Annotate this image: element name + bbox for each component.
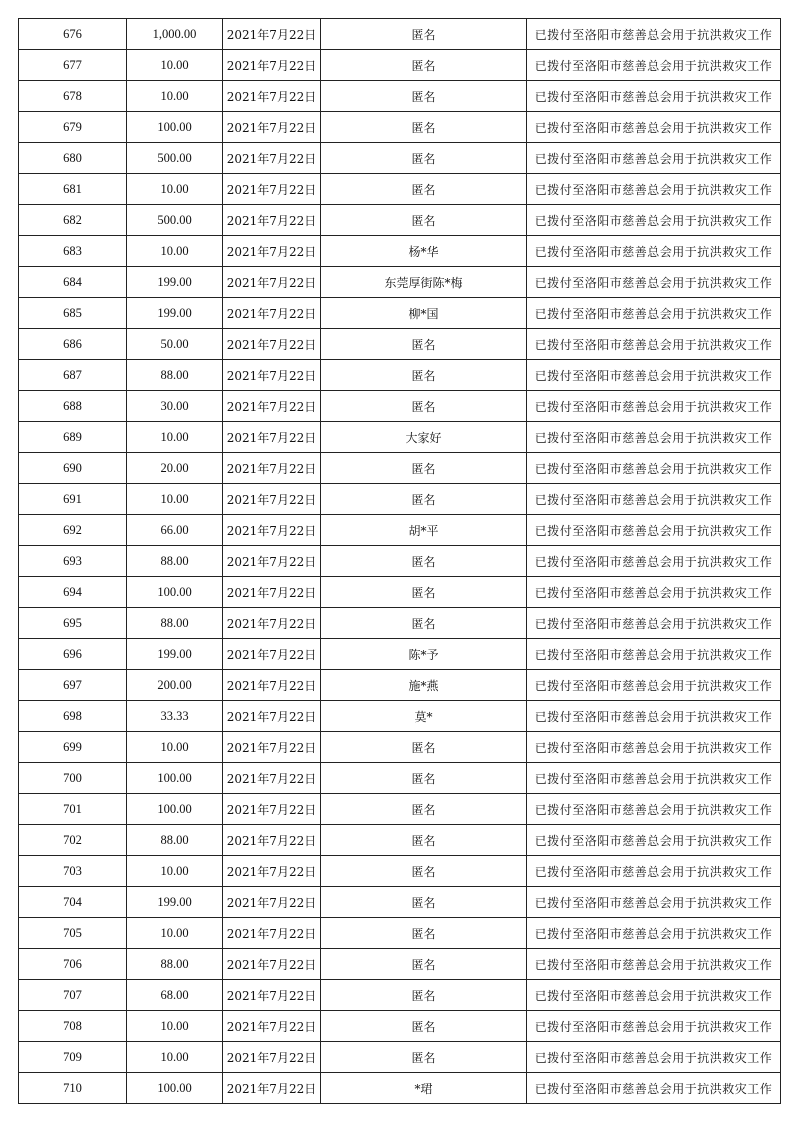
cell-donor: 匿名 — [321, 1042, 527, 1073]
cell-donor: 东莞厚街陈*梅 — [321, 267, 527, 298]
cell-date: 2021年7月22日 — [223, 732, 321, 763]
cell-date: 2021年7月22日 — [223, 825, 321, 856]
cell-date: 2021年7月22日 — [223, 1011, 321, 1042]
cell-date: 2021年7月22日 — [223, 19, 321, 50]
table-row — [19, 267, 781, 298]
cell-serial-number: 699 — [19, 732, 127, 763]
table-row — [19, 546, 781, 577]
cell-note: 已拨付至洛阳市慈善总会用于抗洪救灾工作 — [527, 515, 781, 546]
cell-date: 2021年7月22日 — [223, 701, 321, 732]
table-row — [19, 50, 781, 81]
cell-amount: 199.00 — [127, 298, 223, 329]
cell-donor: *珺 — [321, 1073, 527, 1104]
cell-date: 2021年7月22日 — [223, 81, 321, 112]
cell-date: 2021年7月22日 — [223, 174, 321, 205]
table-row — [19, 949, 781, 980]
cell-donor: 匿名 — [321, 50, 527, 81]
cell-donor: 匿名 — [321, 546, 527, 577]
cell-note: 已拨付至洛阳市慈善总会用于抗洪救灾工作 — [527, 1011, 781, 1042]
table-row — [19, 794, 781, 825]
cell-note: 已拨付至洛阳市慈善总会用于抗洪救灾工作 — [527, 670, 781, 701]
cell-note: 已拨付至洛阳市慈善总会用于抗洪救灾工作 — [527, 980, 781, 1011]
cell-serial-number: 700 — [19, 763, 127, 794]
cell-donor: 匿名 — [321, 949, 527, 980]
cell-date: 2021年7月22日 — [223, 763, 321, 794]
table-row — [19, 856, 781, 887]
cell-note: 已拨付至洛阳市慈善总会用于抗洪救灾工作 — [527, 577, 781, 608]
cell-note: 已拨付至洛阳市慈善总会用于抗洪救灾工作 — [527, 732, 781, 763]
cell-amount: 10.00 — [127, 484, 223, 515]
cell-serial-number: 690 — [19, 453, 127, 484]
cell-donor: 匿名 — [321, 143, 527, 174]
cell-serial-number: 709 — [19, 1042, 127, 1073]
cell-serial-number: 676 — [19, 19, 127, 50]
cell-note: 已拨付至洛阳市慈善总会用于抗洪救灾工作 — [527, 918, 781, 949]
cell-amount: 10.00 — [127, 1042, 223, 1073]
cell-date: 2021年7月22日 — [223, 856, 321, 887]
cell-date: 2021年7月22日 — [223, 918, 321, 949]
cell-amount: 10.00 — [127, 50, 223, 81]
cell-amount: 500.00 — [127, 143, 223, 174]
cell-donor: 匿名 — [321, 887, 527, 918]
cell-note: 已拨付至洛阳市慈善总会用于抗洪救灾工作 — [527, 639, 781, 670]
cell-amount: 66.00 — [127, 515, 223, 546]
cell-serial-number: 696 — [19, 639, 127, 670]
cell-amount: 20.00 — [127, 453, 223, 484]
cell-donor: 匿名 — [321, 1011, 527, 1042]
table-row — [19, 484, 781, 515]
cell-amount: 10.00 — [127, 236, 223, 267]
cell-donor: 匿名 — [321, 81, 527, 112]
cell-donor: 匿名 — [321, 360, 527, 391]
cell-amount: 10.00 — [127, 856, 223, 887]
cell-date: 2021年7月22日 — [223, 143, 321, 174]
cell-donor: 匿名 — [321, 112, 527, 143]
table-row — [19, 670, 781, 701]
cell-donor: 匿名 — [321, 205, 527, 236]
cell-date: 2021年7月22日 — [223, 608, 321, 639]
table-row — [19, 1011, 781, 1042]
cell-serial-number: 691 — [19, 484, 127, 515]
table-row — [19, 360, 781, 391]
cell-note: 已拨付至洛阳市慈善总会用于抗洪救灾工作 — [527, 112, 781, 143]
donation-table — [18, 18, 781, 1104]
cell-amount: 199.00 — [127, 267, 223, 298]
cell-donor: 匿名 — [321, 329, 527, 360]
cell-donor: 陈*予 — [321, 639, 527, 670]
cell-date: 2021年7月22日 — [223, 50, 321, 81]
cell-serial-number: 688 — [19, 391, 127, 422]
cell-donor: 匿名 — [321, 484, 527, 515]
cell-date: 2021年7月22日 — [223, 639, 321, 670]
cell-serial-number: 706 — [19, 949, 127, 980]
cell-note: 已拨付至洛阳市慈善总会用于抗洪救灾工作 — [527, 267, 781, 298]
table-row — [19, 298, 781, 329]
cell-amount: 10.00 — [127, 1011, 223, 1042]
cell-note: 已拨付至洛阳市慈善总会用于抗洪救灾工作 — [527, 50, 781, 81]
cell-date: 2021年7月22日 — [223, 267, 321, 298]
table-row — [19, 918, 781, 949]
cell-donor: 匿名 — [321, 825, 527, 856]
cell-amount: 10.00 — [127, 174, 223, 205]
cell-amount: 88.00 — [127, 825, 223, 856]
cell-amount: 10.00 — [127, 422, 223, 453]
table-row — [19, 639, 781, 670]
cell-donor: 匿名 — [321, 577, 527, 608]
cell-donor: 柳*国 — [321, 298, 527, 329]
cell-serial-number: 686 — [19, 329, 127, 360]
table-row — [19, 515, 781, 546]
cell-note: 已拨付至洛阳市慈善总会用于抗洪救灾工作 — [527, 236, 781, 267]
cell-serial-number: 684 — [19, 267, 127, 298]
donation-rows — [19, 19, 781, 1104]
cell-date: 2021年7月22日 — [223, 453, 321, 484]
cell-date: 2021年7月22日 — [223, 1073, 321, 1104]
cell-donor: 匿名 — [321, 763, 527, 794]
cell-note: 已拨付至洛阳市慈善总会用于抗洪救灾工作 — [527, 453, 781, 484]
cell-donor: 匿名 — [321, 794, 527, 825]
cell-date: 2021年7月22日 — [223, 794, 321, 825]
cell-note: 已拨付至洛阳市慈善总会用于抗洪救灾工作 — [527, 205, 781, 236]
cell-donor: 施*燕 — [321, 670, 527, 701]
cell-amount: 33.33 — [127, 701, 223, 732]
cell-amount: 100.00 — [127, 577, 223, 608]
table-row — [19, 1042, 781, 1073]
cell-serial-number: 677 — [19, 50, 127, 81]
cell-donor: 匿名 — [321, 19, 527, 50]
cell-date: 2021年7月22日 — [223, 360, 321, 391]
cell-note: 已拨付至洛阳市慈善总会用于抗洪救灾工作 — [527, 19, 781, 50]
cell-amount: 88.00 — [127, 608, 223, 639]
cell-serial-number: 697 — [19, 670, 127, 701]
cell-serial-number: 707 — [19, 980, 127, 1011]
cell-serial-number: 680 — [19, 143, 127, 174]
cell-note: 已拨付至洛阳市慈善总会用于抗洪救灾工作 — [527, 298, 781, 329]
cell-amount: 1,000.00 — [127, 19, 223, 50]
cell-date: 2021年7月22日 — [223, 236, 321, 267]
cell-serial-number: 687 — [19, 360, 127, 391]
cell-date: 2021年7月22日 — [223, 980, 321, 1011]
cell-amount: 199.00 — [127, 887, 223, 918]
table-row — [19, 391, 781, 422]
table-row — [19, 825, 781, 856]
table-row — [19, 887, 781, 918]
cell-note: 已拨付至洛阳市慈善总会用于抗洪救灾工作 — [527, 856, 781, 887]
table-row — [19, 1073, 781, 1104]
table-row — [19, 732, 781, 763]
cell-serial-number: 692 — [19, 515, 127, 546]
table-row — [19, 980, 781, 1011]
cell-note: 已拨付至洛阳市慈善总会用于抗洪救灾工作 — [527, 949, 781, 980]
cell-amount: 88.00 — [127, 546, 223, 577]
cell-date: 2021年7月22日 — [223, 484, 321, 515]
cell-date: 2021年7月22日 — [223, 391, 321, 422]
table-row — [19, 112, 781, 143]
cell-serial-number: 704 — [19, 887, 127, 918]
cell-serial-number: 705 — [19, 918, 127, 949]
cell-serial-number: 681 — [19, 174, 127, 205]
cell-serial-number: 678 — [19, 81, 127, 112]
cell-amount: 10.00 — [127, 81, 223, 112]
cell-amount: 68.00 — [127, 980, 223, 1011]
cell-serial-number: 710 — [19, 1073, 127, 1104]
cell-note: 已拨付至洛阳市慈善总会用于抗洪救灾工作 — [527, 608, 781, 639]
cell-amount: 200.00 — [127, 670, 223, 701]
cell-note: 已拨付至洛阳市慈善总会用于抗洪救灾工作 — [527, 763, 781, 794]
cell-amount: 100.00 — [127, 1073, 223, 1104]
table-row — [19, 81, 781, 112]
cell-serial-number: 695 — [19, 608, 127, 639]
cell-note: 已拨付至洛阳市慈善总会用于抗洪救灾工作 — [527, 81, 781, 112]
cell-amount: 88.00 — [127, 360, 223, 391]
cell-donor: 匿名 — [321, 980, 527, 1011]
cell-note: 已拨付至洛阳市慈善总会用于抗洪救灾工作 — [527, 422, 781, 453]
cell-date: 2021年7月22日 — [223, 670, 321, 701]
cell-amount: 100.00 — [127, 763, 223, 794]
cell-donor: 匿名 — [321, 391, 527, 422]
cell-note: 已拨付至洛阳市慈善总会用于抗洪救灾工作 — [527, 360, 781, 391]
cell-note: 已拨付至洛阳市慈善总会用于抗洪救灾工作 — [527, 143, 781, 174]
table-row — [19, 422, 781, 453]
cell-date: 2021年7月22日 — [223, 949, 321, 980]
cell-serial-number: 679 — [19, 112, 127, 143]
table-row — [19, 577, 781, 608]
cell-note: 已拨付至洛阳市慈善总会用于抗洪救灾工作 — [527, 887, 781, 918]
table-row — [19, 19, 781, 50]
cell-note: 已拨付至洛阳市慈善总会用于抗洪救灾工作 — [527, 484, 781, 515]
cell-donor: 莫* — [321, 701, 527, 732]
cell-note: 已拨付至洛阳市慈善总会用于抗洪救灾工作 — [527, 1073, 781, 1104]
cell-serial-number: 701 — [19, 794, 127, 825]
cell-amount: 10.00 — [127, 918, 223, 949]
cell-serial-number: 698 — [19, 701, 127, 732]
cell-serial-number: 683 — [19, 236, 127, 267]
cell-serial-number: 694 — [19, 577, 127, 608]
cell-donor: 胡*平 — [321, 515, 527, 546]
cell-date: 2021年7月22日 — [223, 577, 321, 608]
table-row — [19, 236, 781, 267]
cell-note: 已拨付至洛阳市慈善总会用于抗洪救灾工作 — [527, 546, 781, 577]
cell-date: 2021年7月22日 — [223, 329, 321, 360]
table-row — [19, 763, 781, 794]
cell-date: 2021年7月22日 — [223, 1042, 321, 1073]
cell-serial-number: 703 — [19, 856, 127, 887]
cell-note: 已拨付至洛阳市慈善总会用于抗洪救灾工作 — [527, 701, 781, 732]
cell-date: 2021年7月22日 — [223, 515, 321, 546]
cell-donor: 杨*华 — [321, 236, 527, 267]
cell-date: 2021年7月22日 — [223, 887, 321, 918]
table-row — [19, 143, 781, 174]
table-row — [19, 329, 781, 360]
cell-serial-number: 685 — [19, 298, 127, 329]
cell-donor: 匿名 — [321, 732, 527, 763]
cell-donor: 匿名 — [321, 608, 527, 639]
table-row — [19, 174, 781, 205]
cell-note: 已拨付至洛阳市慈善总会用于抗洪救灾工作 — [527, 825, 781, 856]
cell-donor: 匿名 — [321, 174, 527, 205]
cell-amount: 500.00 — [127, 205, 223, 236]
cell-amount: 50.00 — [127, 329, 223, 360]
cell-serial-number: 702 — [19, 825, 127, 856]
cell-note: 已拨付至洛阳市慈善总会用于抗洪救灾工作 — [527, 1042, 781, 1073]
cell-amount: 88.00 — [127, 949, 223, 980]
cell-serial-number: 689 — [19, 422, 127, 453]
cell-serial-number: 682 — [19, 205, 127, 236]
cell-serial-number: 693 — [19, 546, 127, 577]
cell-donor: 大家好 — [321, 422, 527, 453]
cell-date: 2021年7月22日 — [223, 205, 321, 236]
cell-amount: 199.00 — [127, 639, 223, 670]
cell-amount: 10.00 — [127, 732, 223, 763]
cell-note: 已拨付至洛阳市慈善总会用于抗洪救灾工作 — [527, 391, 781, 422]
table-row — [19, 205, 781, 236]
cell-date: 2021年7月22日 — [223, 298, 321, 329]
cell-amount: 100.00 — [127, 112, 223, 143]
cell-note: 已拨付至洛阳市慈善总会用于抗洪救灾工作 — [527, 174, 781, 205]
table-row — [19, 701, 781, 732]
cell-donor: 匿名 — [321, 453, 527, 484]
table-row — [19, 453, 781, 484]
cell-note: 已拨付至洛阳市慈善总会用于抗洪救灾工作 — [527, 329, 781, 360]
cell-amount: 30.00 — [127, 391, 223, 422]
cell-amount: 100.00 — [127, 794, 223, 825]
cell-date: 2021年7月22日 — [223, 112, 321, 143]
cell-note: 已拨付至洛阳市慈善总会用于抗洪救灾工作 — [527, 794, 781, 825]
cell-date: 2021年7月22日 — [223, 422, 321, 453]
cell-serial-number: 708 — [19, 1011, 127, 1042]
cell-date: 2021年7月22日 — [223, 546, 321, 577]
cell-donor: 匿名 — [321, 918, 527, 949]
cell-donor: 匿名 — [321, 856, 527, 887]
table-row — [19, 608, 781, 639]
